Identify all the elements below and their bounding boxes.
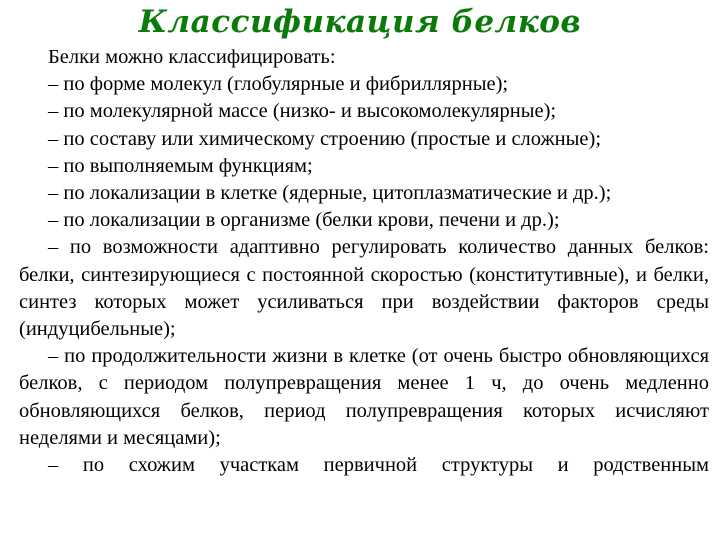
list-item-mass: – по молекулярной массе (низко- и высокомолекулярные); <box>48 100 557 123</box>
slide-title: Классификация белков <box>138 4 582 40</box>
list-item-functions: – по выполняемым функциям; <box>48 154 313 177</box>
list-item-lifetime: – по продолжительности жизни в клетке (от очень быстро обновляющихся белков, с периодом полупревращения менее 1 ч, до очень медленно обновляющихся белков, период полупревращения которых исчисляют неделями и месяцами); <box>19 345 709 449</box>
list-item-composition: – по составу или химическому строению (простые и сложные); <box>48 127 602 150</box>
list-item-adaptive-regulation: – по возможности адаптивно регулировать количество данных белков: белки, синтезирующиеся с постоянной скоростью (конститутивные), и белки, синтез которых может усиливаться при воздействии факторов среды (индуцибельные); <box>19 236 709 341</box>
intro-paragraph: Белки можно классифицировать: <box>48 46 336 68</box>
list-item-cell-localization: – по локализации в клетке (ядерные, цитоплазматические и др.); <box>48 182 612 205</box>
list-item-organism-localization: – по локализации в организме (белки крови, печени и др.); <box>48 209 560 232</box>
slide-body <box>19 44 709 479</box>
list-item-shape: – по форме молекул (глобулярные и фибриллярные); <box>48 73 509 96</box>
list-item-primary-structure: – по схожим участкам первичной структуры и родственным <box>48 454 709 477</box>
